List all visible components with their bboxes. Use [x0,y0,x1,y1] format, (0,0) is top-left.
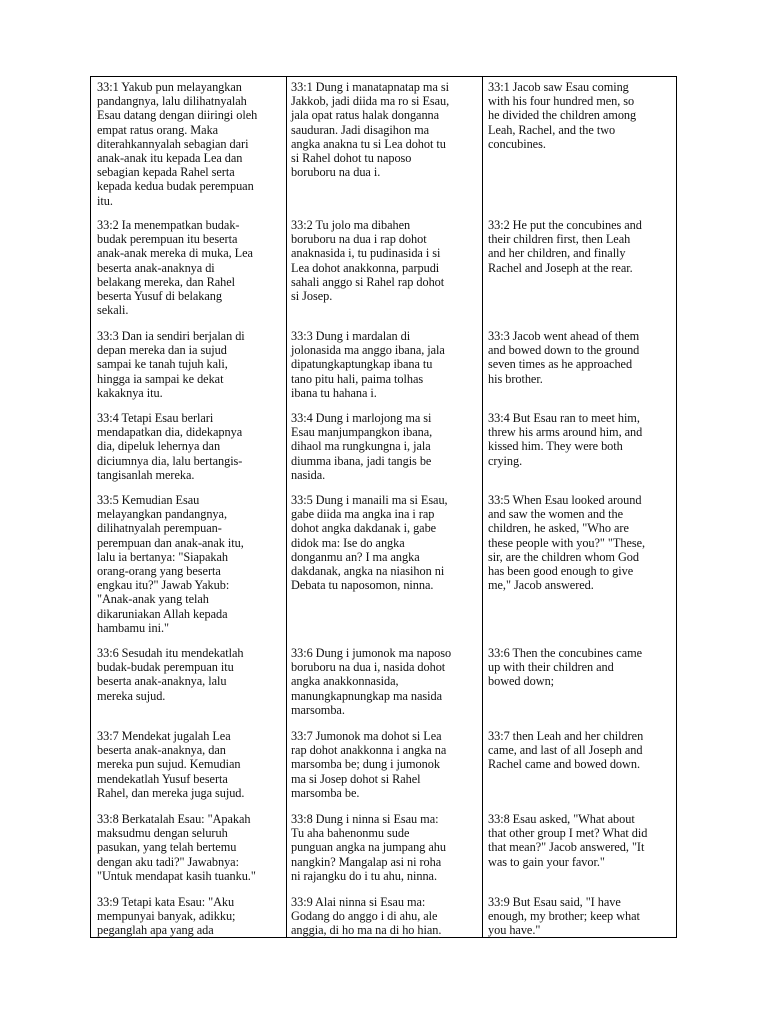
batak-text: 33:6 Dung i jumonok ma naposo boruboru na dua i, nasida dohot angka anakkonnasida, manungkapnungkap ma nasida marsomba. [291,646,452,717]
batak-text: 33:7 Jumonok ma dohot si Lea rap dohot anakkonna i angka na marsomba be; dung i jumonok ma si Josep dohot si Rahel marsomba be. [291,729,447,800]
indonesian-text: 33:9 Tetapi kata Esau: "Aku mempunyai banyak, adikku; peganglah apa yang ada [97,895,236,938]
english-text: 33:2 He put the concubines and their children first, then Leah and her children, and finally Rachel and Joseph at the rear. [488,218,642,275]
batak-text: 33:3 Dung i mardalan di jolonasida ma anggo ibana, jala dipatungkaptungkap ibana tu tano pitu hali, paima tolhas ibana tu hahana i. [291,329,445,400]
indonesian-text: 33:5 Kemudian Esau melayangkan pandangnya, dilihatnyalah perempuan- perempuan dan anak-anak itu, lalu ia bertanya: "Siapakah orang-orang yang beserta engkau itu?" Jawab Yakub: "Anak-anak yang telah dikaruniakan Allah kepada hambamu ini." [97,493,244,635]
batak-text: 33:2 Tu jolo ma dibahen boruboru na dua i rap dohot anaknasida i, tu pudinasida i si Lea dohot anakkonna, parpudi sahali anggo si Rahel rap dohot si Josep. [291,218,445,304]
english-text: 33:8 Esau asked, "What about that other group I met? What did that mean?" Jacob answered, "It was to gain your favor." [488,812,648,869]
indonesian-text: 33:7 Mendekat jugalah Lea beserta anak-anaknya, dan mereka pun sujud. Kemudian mendekatlah Yusuf beserta Rahel, dan mereka juga sujud. [97,729,245,800]
column-divider [286,77,287,937]
english-text: 33:7 then Leah and her children came, and last of all Joseph and Rachel came and bowed down. [488,729,644,772]
indonesian-text: 33:3 Dan ia sendiri berjalan di depan mereka dan ia sujud sampai ke tanah tujuh kali, hingga ia sampai ke dekat kakaknya itu. [97,329,245,400]
english-text: 33:3 Jacob went ahead of them and bowed down to the ground seven times as he approached his brother. [488,329,640,386]
batak-text: 33:1 Dung i manatapnatap ma si Jakkob, jadi diida ma ro si Esau, jala opat ratus halak donganna sauduran. Jadi disagihon ma angka anakna tu si Lea dohot tu si Rahel dohot tu naposo boruboru na dua i. [291,80,450,180]
english-text: 33:9 But Esau said, "I have enough, my brother; keep what you have." [488,895,640,938]
english-text: 33:4 But Esau ran to meet him, threw his arms around him, and kissed him. They were both crying. [488,411,643,468]
indonesian-text: 33:4 Tetapi Esau berlari mendapatkan dia, didekapnya dia, dipeluk lehernya dan diciumnya dia, lalu bertangis- tangisanlah mereka. [97,411,243,482]
english-text: 33:5 When Esau looked around and saw the women and the children, he asked, "Who are these people with you?" "These, sir, are the children whom God has been good enough to give me," Jacob answered. [488,493,646,593]
column-divider [482,77,483,937]
batak-text: 33:5 Dung i manaili ma si Esau, gabe diida ma angka ina i rap dohot angka dakdanak i, gabe didok ma: Ise do angka donganmu an? I ma angka dakdanak, angka na niasihon ni Debata tu naposomon, ninna. [291,493,448,593]
batak-text: 33:9 Alai ninna si Esau ma: Godang do anggo i di ahu, ale anggia, di ho ma na di ho hian. [291,895,442,938]
verse-table [90,76,677,938]
english-text: 33:1 Jacob saw Esau coming with his four hundred men, so he divided the children among Leah, Rachel, and the two concubines. [488,80,637,151]
batak-text: 33:4 Dung i marlojong ma si Esau manjumpangkon ibana, dihaol ma rungkungna i, jala diumma ibana, jadi tangis be nasida. [291,411,433,482]
indonesian-text: 33:6 Sesudah itu mendekatlah budak-budak perempuan itu beserta anak-anaknya, lalu mereka sujud. [97,646,244,703]
english-text: 33:6 Then the concubines came up with their children and bowed down; [488,646,643,689]
batak-text: 33:8 Dung i ninna si Esau ma: Tu aha bahenonmu sude punguan angka na jumpang ahu nangkin? Mangalap asi ni roha ni rajangku do i tu ahu, ninna. [291,812,447,883]
indonesian-text: 33:2 Ia menempatkan budak- budak perempuan itu beserta anak-anak mereka di muka, Lea beserta anak-anaknya di belakang mereka, dan Rahel beserta Yusuf di belakang sekali. [97,218,253,318]
indonesian-text: 33:1 Yakub pun melayangkan pandangnya, lalu dilihatnyalah Esau datang dengan diiringi oleh empat ratus orang. Maka diterahkannyalah sebagian dari anak-anak itu kepada Lea dan sebagian kepada Rahel serta kepada kedua budak perempuan itu. [97,80,258,208]
indonesian-text: 33:8 Berkatalah Esau: "Apakah maksudmu dengan seluruh pasukan, yang telah bertemu dengan aku tadi?" Jawabnya: "Untuk mendapat kasih tuanku." [97,812,256,883]
